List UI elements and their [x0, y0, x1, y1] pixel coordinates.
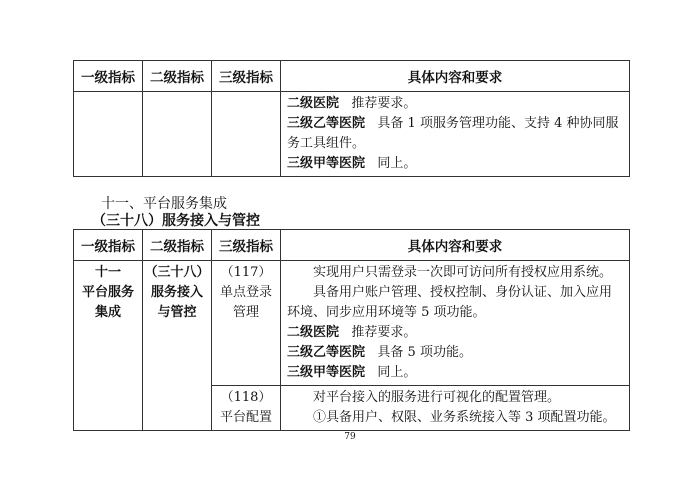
hospital-level-label: 二级医院	[287, 325, 340, 340]
level2-cell	[143, 261, 212, 431]
content-cell	[281, 92, 630, 177]
section-title: 十一、平台服务集成	[101, 196, 227, 212]
level3-line: （118）	[220, 390, 272, 405]
requirement-text: 具备用户账户管理、授权控制、身份认证、加入应用	[313, 285, 613, 300]
hospital-level-label: 三级甲等医院	[287, 156, 366, 171]
content-line	[287, 114, 629, 134]
hospital-level-label: 三级甲等医院	[287, 365, 366, 380]
content-line	[287, 388, 629, 408]
table-row	[74, 92, 630, 177]
content-line	[287, 134, 629, 154]
table-service-integration	[73, 229, 630, 431]
requirement-text: 环境、同步应用环境等 5 项功能。	[287, 305, 486, 320]
level1-cell	[74, 261, 143, 431]
subsection-title: （三十八）服务接入与管控	[92, 213, 260, 229]
empty-cell	[212, 92, 281, 177]
level3-line: 单点登录	[219, 285, 272, 300]
requirement-text: 对平台接入的服务进行可视化的配置管理。	[313, 390, 561, 405]
requirement-text: 具备 1 项服务管理功能、支持 4 种协同服	[377, 116, 619, 131]
level1-line: 平台服务	[81, 285, 134, 300]
requirement-text: 同上。	[377, 365, 417, 380]
level2-line: 服务接入	[150, 285, 203, 300]
header-level1: 一级指标	[74, 230, 143, 261]
table-header-row	[74, 61, 630, 92]
level1-line: 集成	[94, 305, 121, 320]
level2-line: （三十八）	[144, 265, 210, 280]
content-line	[287, 363, 629, 383]
header-content: 具体内容和要求	[281, 230, 630, 261]
level2-line: 与管控	[157, 305, 197, 320]
hospital-level-label: 三级乙等医院	[287, 345, 366, 360]
content-line	[287, 408, 629, 428]
table-row	[74, 261, 630, 386]
requirement-text: 具备 5 项功能。	[377, 345, 472, 360]
content-line	[287, 343, 629, 363]
level3-line: 平台配置	[219, 410, 272, 425]
page-number: 79	[344, 432, 356, 442]
header-level3: 三级指标	[212, 230, 281, 261]
level3-cell	[212, 386, 281, 431]
requirement-text: 务工具组件。	[287, 136, 366, 151]
table-header-row	[74, 230, 630, 261]
content-cell	[281, 261, 630, 386]
content-line	[287, 263, 629, 283]
content-cell	[281, 386, 630, 431]
empty-cell	[74, 92, 143, 177]
content-line	[287, 94, 629, 114]
content-line	[287, 323, 629, 343]
level3-line: 管理	[232, 305, 259, 320]
header-level2: 二级指标	[143, 230, 212, 261]
level1-line: 十一	[94, 265, 121, 280]
requirement-text: ①具备用户、权限、业务系统接入等 3 项配置功能。	[313, 410, 616, 425]
hospital-level-label: 二级医院	[287, 96, 340, 111]
requirement-text: 推荐要求。	[351, 96, 417, 111]
requirement-text: 同上。	[377, 156, 417, 171]
level3-cell	[212, 261, 281, 386]
content-line	[287, 303, 629, 323]
header-level3: 三级指标	[212, 61, 281, 92]
requirement-text: 实现用户只需登录一次即可访问所有授权应用系统。	[313, 265, 613, 280]
header-content: 具体内容和要求	[281, 61, 630, 92]
hospital-level-label: 三级乙等医院	[287, 116, 366, 131]
content-line	[287, 154, 629, 174]
header-level2: 二级指标	[143, 61, 212, 92]
header-level1: 一级指标	[74, 61, 143, 92]
level3-line: （117）	[220, 265, 272, 280]
empty-cell	[143, 92, 212, 177]
content-line	[287, 283, 629, 303]
table-continuation	[73, 60, 630, 177]
requirement-text: 推荐要求。	[351, 325, 417, 340]
